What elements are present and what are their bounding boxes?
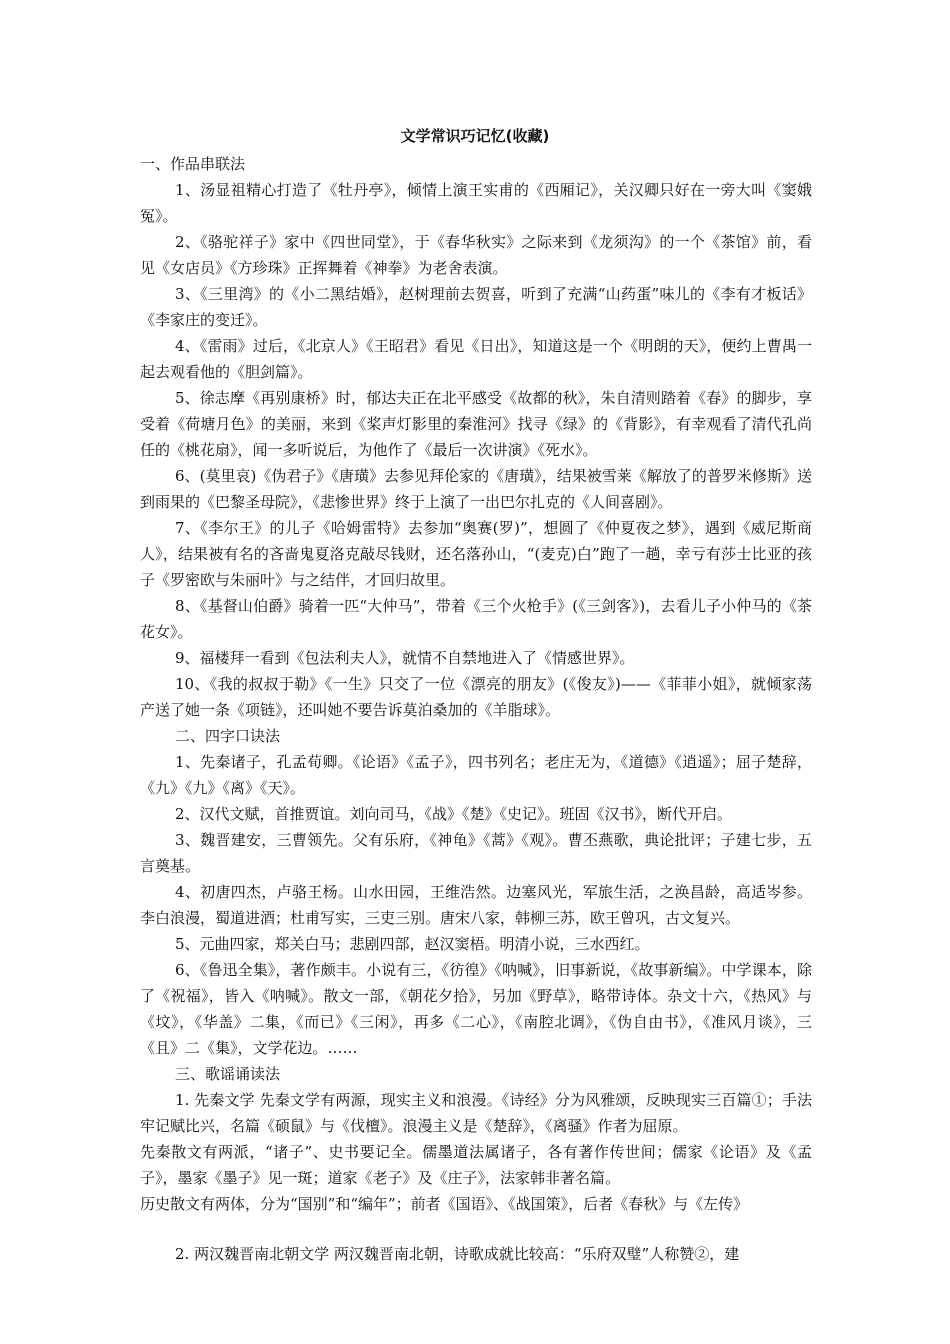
- paragraph: 4、初唐四杰，卢骆王杨。山水田园，王维浩然。边塞风光，军旅生活，之涣昌龄，高适岑参。李白浪漫，蜀道进酒；杜甫写实，三吏三别。唐宋八家，韩柳三苏，欧王曾巩，古文复兴。: [140, 883, 812, 927]
- paragraph: 3、魏晋建安，三曹领先。父有乐府，《神龟》《蒿》《观》。曹丕燕歌，典论批评；子建七步，五言奠基。: [140, 831, 812, 875]
- paragraph: 1. 先秦文学 先秦文学有两源，现实主义和浪漫。《诗经》分为风雅颂，反映现实三百篇①；手法牢记赋比兴，名篇《硕鼠》与《伐檀》。浪漫主义是《楚辞》，《离骚》作者为屈原。: [140, 1091, 812, 1135]
- paragraph: 4、《雷雨》过后，《北京人》《王昭君》看见《日出》，知道这是一个《明朗的天》，便约上曹禺一起去观看他的《胆剑篇》。: [140, 337, 812, 381]
- paragraph: 2. 两汉魏晋南北朝文学 两汉魏晋南北朝，诗歌成就比较高：“乐府双璧”人称赞②，建: [175, 1245, 740, 1263]
- document-body: [140, 151, 812, 1267]
- paragraph: 三、歌谣诵读法: [175, 1065, 281, 1083]
- paragraph: 10、《我的叔叔于勒》《一生》只交了一位《漂亮的朋友》(《俊友》)——《菲菲小姐》，就倾家荡产送了她一条《项链》，还叫她不要告诉莫泊桑加的《羊脂球》。: [140, 675, 812, 719]
- paragraph: 一、作品串联法: [140, 155, 246, 173]
- document-title: 文学常识巧记忆(收藏): [400, 127, 550, 145]
- paragraph: 2、汉代文赋，首推贾谊。刘向司马，《战》《楚》《史记》。班固《汉书》，断代开启。: [175, 805, 733, 823]
- paragraph: 3、《三里湾》的《小二黑结婚》，赵树理前去贺喜，听到了充满“山药蛋”味儿的《李有才板话》《李家庄的变迁》。: [140, 285, 812, 329]
- paragraph: 6、《鲁迅全集》，著作颇丰。小说有三，《彷徨》《呐喊》，旧事新说，《故事新编》。中学课本，除了《祝福》，皆入《呐喊》。散文一部，《朝花夕拾》，另加《野草》，略带诗体。杂文十六，《热风》与《坟》，《华盖》二集，《而已》《三闲》，再多《二心》，《南腔北调》，《伪自由书》，《准风月谈》，三《且》二《集》，文学花边。……: [140, 961, 812, 1057]
- paragraph: 6、(莫里哀)《伪君子》《唐璜》去参见拜伦家的《唐璜》，结果被雪莱《解放了的普罗米修斯》送到雨果的《巴黎圣母院》，《悲惨世界》终于上演了一出巴尔扎克的《人间喜剧》。: [140, 467, 812, 511]
- paragraph: 二、四字口诀法: [175, 727, 281, 745]
- paragraph: 1、先秦诸子，孔孟荀卿。《论语》《孟子》，四书列名；老庄无为，《道德》《逍遥》；屈子楚辞，《九》《九》《离》《天》。: [140, 753, 812, 797]
- paragraph: 5、徐志摩《再别康桥》时，郁达夫正在北平感受《故都的秋》，朱自清则踏着《春》的脚步，享受着《荷塘月色》的美丽，来到《桨声灯影里的秦淮河》找寻《绿》的《背影》，有幸观看了清代孔尚任的《桃花扇》，闻一多听说后，为他作了《最后一次讲演》《死水》。: [140, 389, 812, 459]
- paragraph: 1、汤显祖精心打造了《牡丹亭》，倾情上演王实甫的《西厢记》，关汉卿只好在一旁大叫《窦娥冤》。: [140, 181, 812, 225]
- paragraph: 9、福楼拜一看到《包法利夫人》，就情不自禁地进入了《情感世界》。: [175, 649, 635, 667]
- paragraph-gap: [140, 1217, 812, 1241]
- paragraph: 5、元曲四家，郑关白马；悲剧四部，赵汉窦梧。明清小说，三水西红。: [175, 935, 650, 953]
- paragraph: 7、《李尔王》的儿子《哈姆雷特》去参加“奥赛(罗)”，想圆了《仲夏夜之梦》，遇到《威尼斯商人》，结果被有名的吝啬鬼夏洛克敲尽钱财，还名落孙山，“(麦克)白”跑了一趟，幸亏有莎士比亚的孩子《罗密欧与朱丽叶》与之结伴，才回归故里。: [140, 519, 812, 589]
- paragraph: 先秦散文有两派，“诸子”、史书要记全。儒墨道法属诸子，各有著作传世间；儒家《论语》及《孟子》，墨家《墨子》见一斑；道家《老子》及《庄子》，法家韩非著名篇。: [140, 1143, 812, 1187]
- paragraph: 历史散文有两体，分为“国别”和“编年”；前者《国语》、《战国策》，后者《春秋》与《左传》: [140, 1195, 749, 1213]
- paragraph: 8、《基督山伯爵》骑着一匹“大仲马”，带着《三个火枪手》(《三剑客》)，去看儿子小仲马的《茶花女》。: [140, 597, 812, 641]
- paragraph: 2、《骆驼祥子》家中《四世同堂》，于《春华秋实》之际来到《龙须沟》的一个《茶馆》前，看见《女店员》《方珍珠》正挥舞着《神拳》为老舍表演。: [140, 233, 812, 277]
